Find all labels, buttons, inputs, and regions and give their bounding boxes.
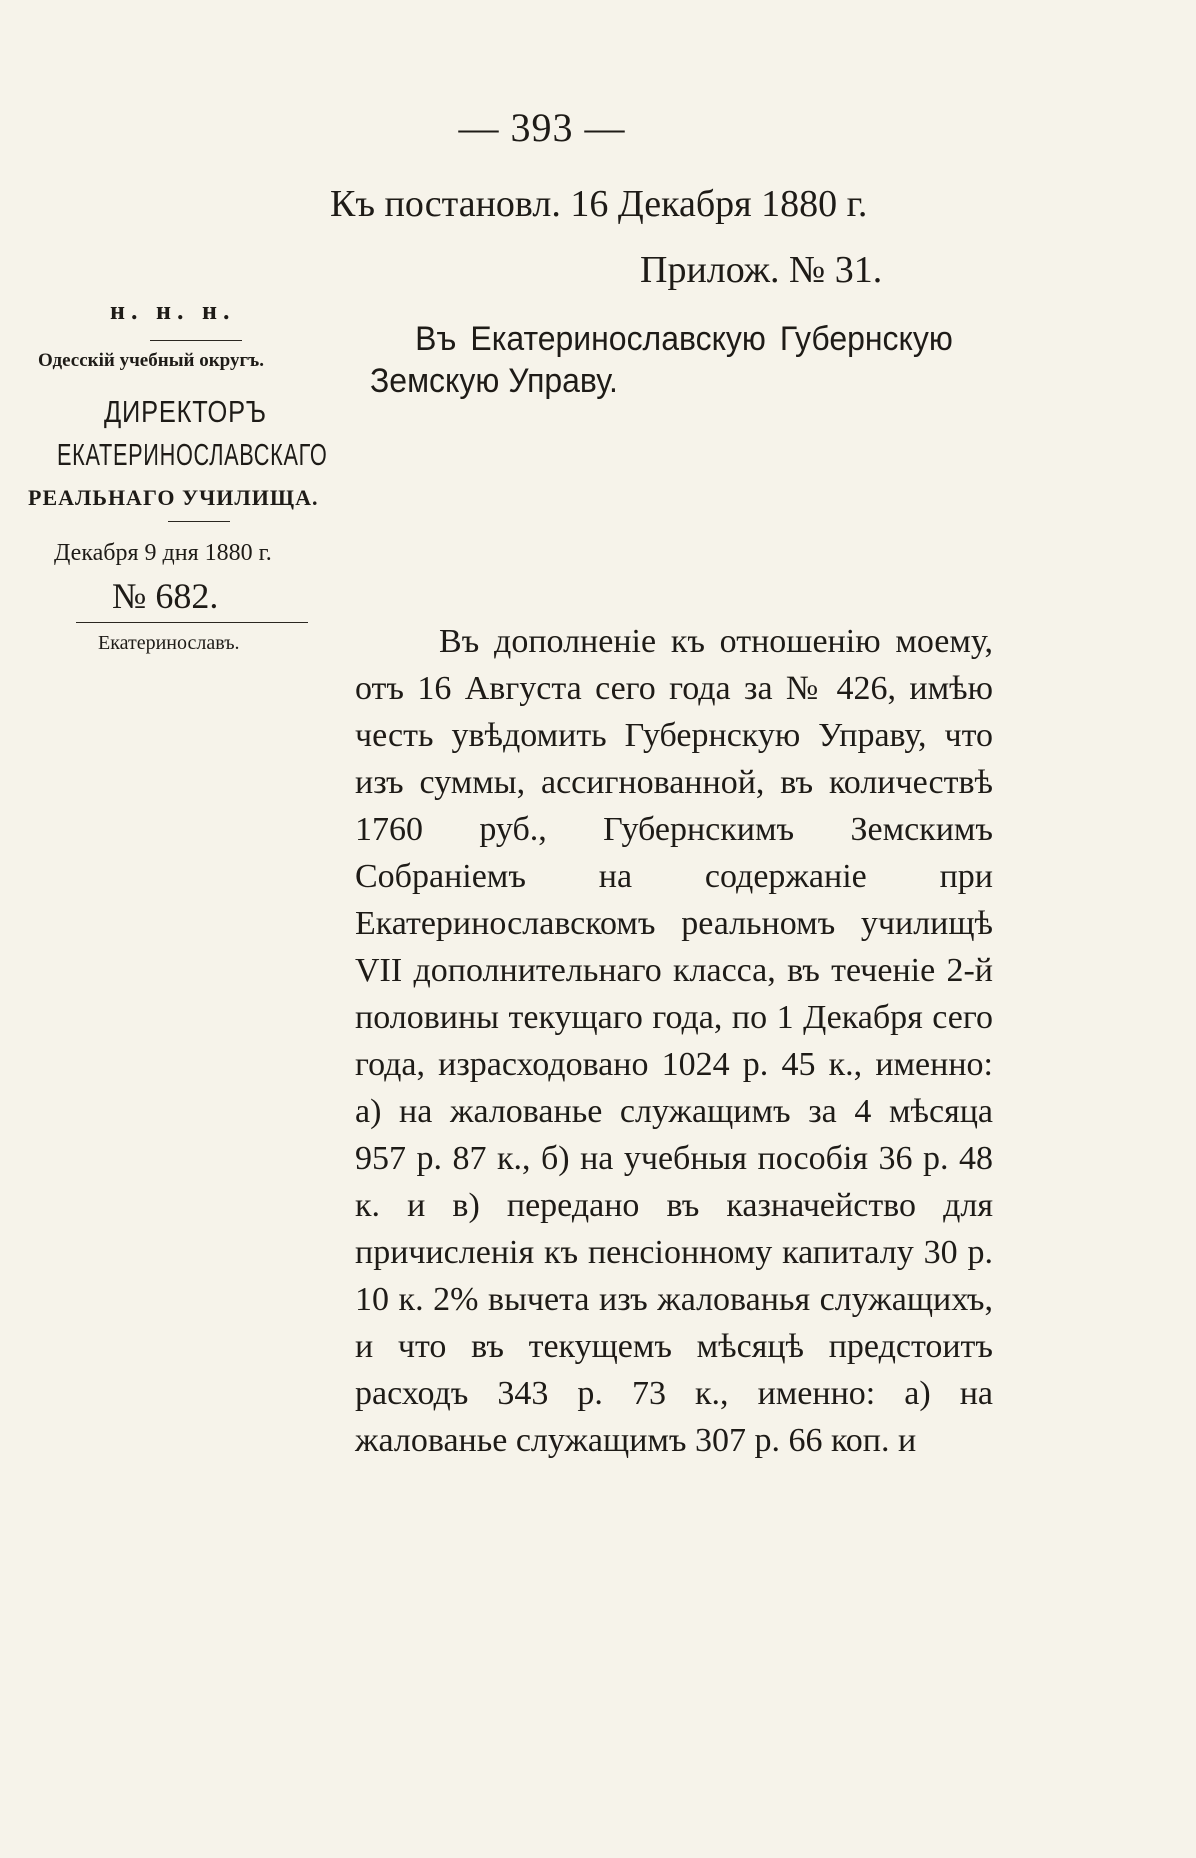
page-number: — 393 — [458, 105, 626, 150]
school-type: РЕАЛЬНАГО УЧИЛИЩА. [28, 485, 319, 510]
addressee-line: Въ Екатеринославскую Губернскую [415, 320, 953, 358]
sender-initials: н. н. н. [110, 296, 236, 325]
resolution-reference: Къ постановл. 16 Декабря 1880 г. [330, 183, 868, 225]
educational-district: Одесскій учебный округъ. [38, 350, 264, 371]
sender-title: ДИРЕКТОРЪ [104, 394, 267, 429]
letter-date: Декабря 9 дня 1880 г. [54, 540, 272, 566]
divider-rule [168, 521, 230, 522]
addressee-line: Земскую Управу. [370, 362, 618, 400]
divider-rule [76, 622, 308, 623]
attachment-number: Прилож. № 31. [640, 249, 883, 291]
letter-place: Екатеринославъ. [98, 632, 240, 654]
addressee [370, 318, 953, 402]
letter-number: № 682. [112, 576, 219, 616]
divider-rule [150, 340, 242, 341]
school-name: ЕКАТЕРИНОСЛАВСКАГО [57, 437, 328, 472]
letter-body: Въ дополненіе къ отношенію моему, отъ 16 Августа сего года за № 426, имѣю честь увѣдомить Губернскую Управу, что изъ суммы, ассигнованной, въ количествѣ 1760 руб., Губернскимъ Земскимъ Собраніемъ на содержаніе при Екатеринославскомъ реальномъ училищѣ VII дополнительнаго класса, въ теченіе 2-й половины текущаго года, по 1 Декабря сего года, израсходовано 1024 р. 45 к., именно: а) на жалованье служащимъ за 4 мѣсяца 957 р. 87 к., б) на учебныя пособія 36 р. 48 к. и в) передано въ казначейство для причисленія къ пенсіонному капиталу 30 р. 10 к. 2% вычета изъ жалованья служащихъ, и что въ текущемъ мѣсяцѣ предстоитъ расходъ 343 р. 73 к., именно: а) на жалованье служащимъ 307 р. 66 коп. и [355, 623, 993, 1459]
